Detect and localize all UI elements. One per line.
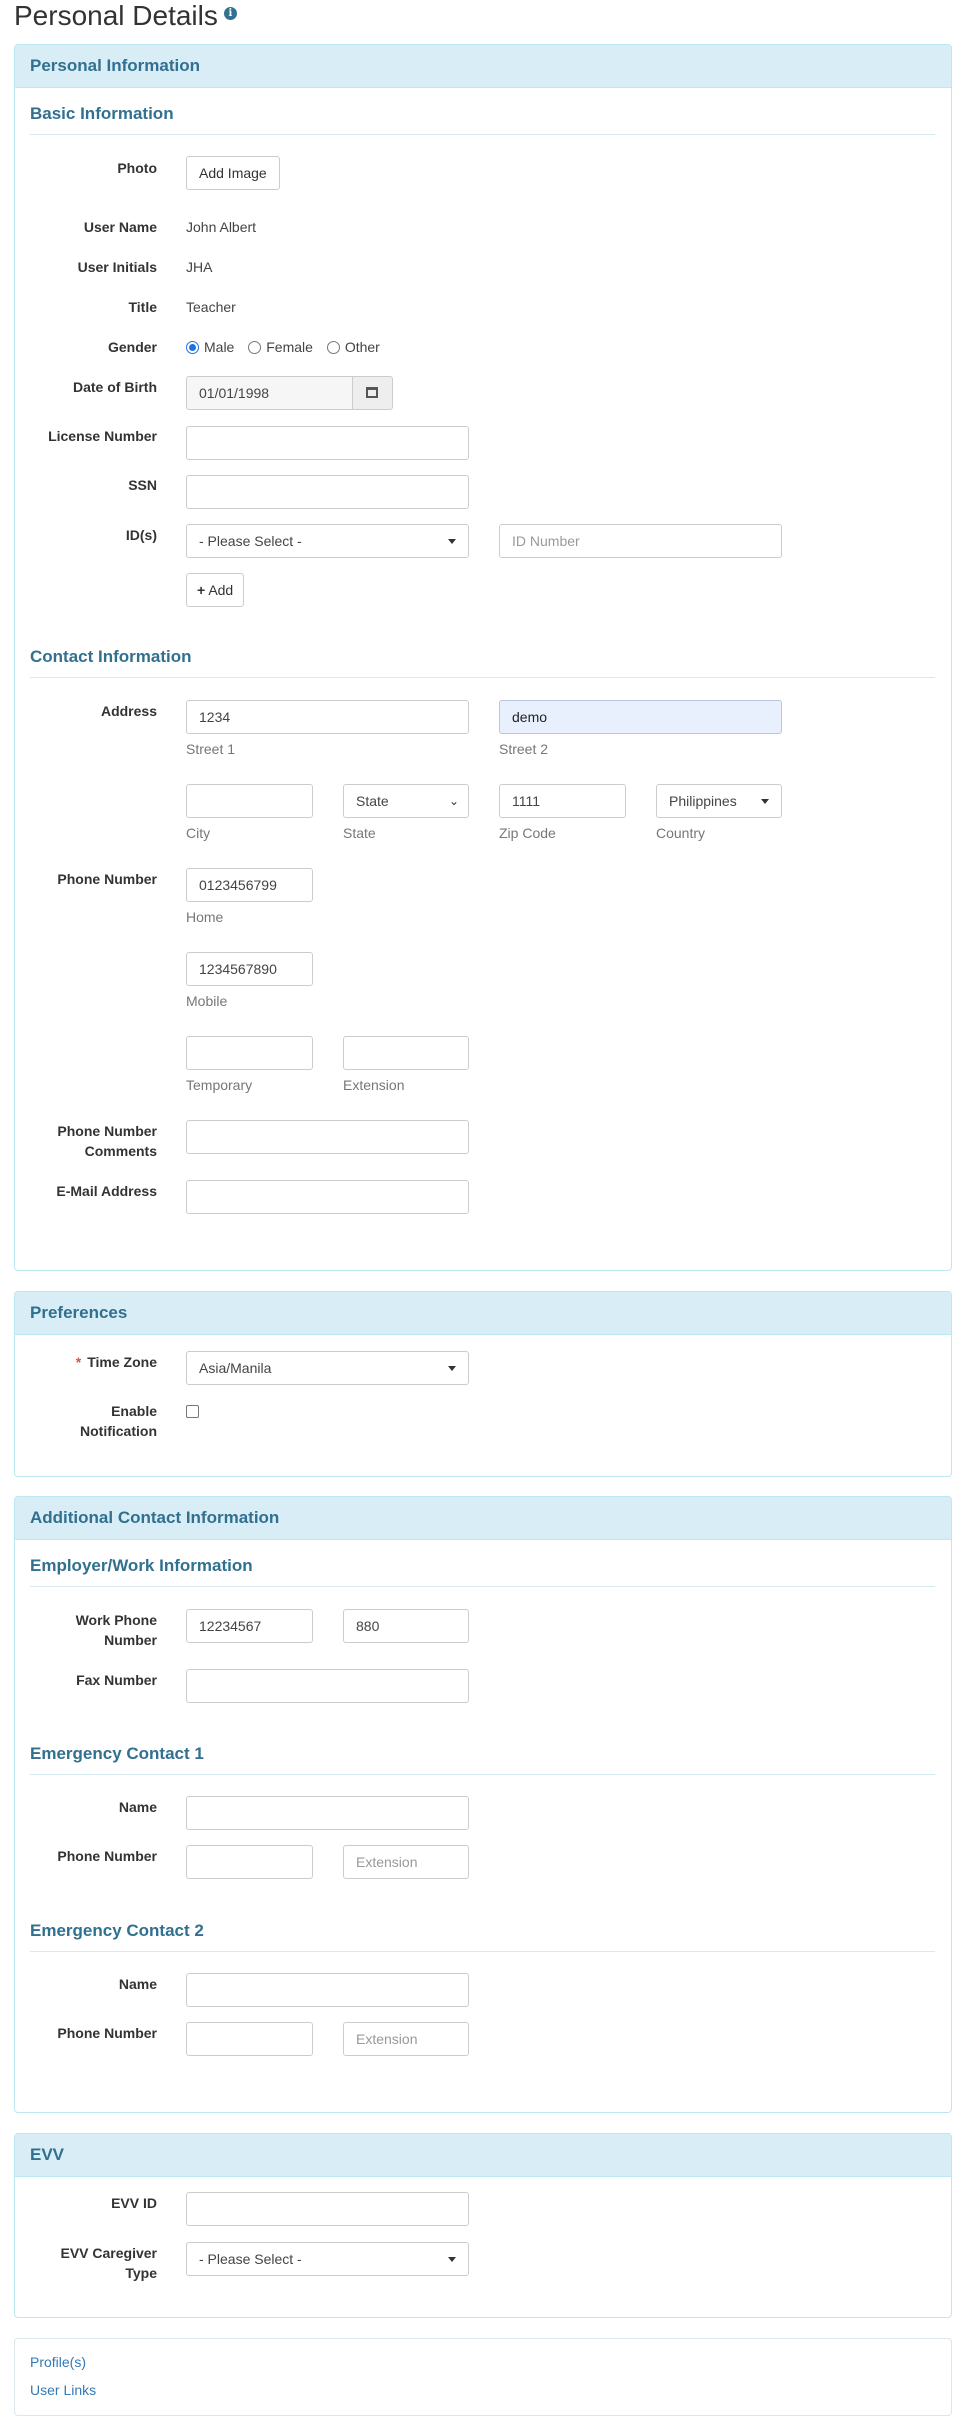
section-heading-employer-work-information: Employer/Work Information <box>30 1556 935 1587</box>
gender-option-label: Other <box>344 339 380 355</box>
home-phone-help: Home <box>186 909 224 925</box>
enable-notification-label-line2: Notification <box>80 1423 157 1439</box>
emergency-contact-1-extension-input[interactable]: Extension <box>343 1845 469 1879</box>
gender-label: Gender <box>107 339 157 355</box>
evv-caregiver-type-select-value: - Please Select - <box>199 2251 302 2267</box>
chevron-down-icon: ⌄ <box>448 794 459 808</box>
info-icon[interactable]: i <box>224 7 237 20</box>
city-input[interactable] <box>186 784 313 818</box>
radio-icon[interactable] <box>186 341 199 354</box>
time-zone-select-value: Asia/Manila <box>199 1360 272 1376</box>
country-select[interactable] <box>656 784 782 818</box>
street-2-input[interactable]: demo <box>499 700 782 734</box>
zip-code-help: Zip Code <box>499 825 556 841</box>
temporary-phone-input[interactable] <box>186 1036 313 1070</box>
emergency-contact-2-extension-input[interactable]: Extension <box>343 2022 469 2056</box>
time-zone-label-text: Time Zone <box>87 1354 157 1370</box>
evv-caregiver-type-select[interactable] <box>186 2242 469 2276</box>
gender-option-label: Male <box>204 339 235 355</box>
date-of-birth-input[interactable]: 01/01/1998 <box>186 376 353 410</box>
time-zone-select[interactable] <box>186 1351 469 1385</box>
panel-heading-personal-information: Personal Information <box>15 45 951 88</box>
preferences-panel <box>14 1291 952 1477</box>
mobile-phone-help: Mobile <box>186 993 228 1009</box>
extension-input[interactable] <box>343 1036 469 1070</box>
photo-label: Photo <box>117 160 157 176</box>
work-phone-number-label-line1: Work Phone <box>75 1612 157 1628</box>
zip-code-input[interactable]: 1111 <box>499 784 626 818</box>
temporary-phone-help: Temporary <box>186 1077 253 1093</box>
emergency-contact-2-name-input[interactable] <box>186 1973 469 2007</box>
section-heading-contact-information: Contact Information <box>30 647 935 678</box>
caret-down-icon <box>761 799 769 804</box>
evv-panel <box>14 2133 952 2318</box>
extension-help: Extension <box>343 1077 405 1093</box>
country-select-value: Philippines <box>669 793 737 809</box>
fax-number-input[interactable] <box>186 1669 469 1703</box>
phone-number-comments-label-line2: Comments <box>84 1143 157 1159</box>
license-number-label: License Number <box>48 428 157 444</box>
mobile-phone-input[interactable]: 1234567890 <box>186 952 313 986</box>
plus-icon: + <box>197 582 206 598</box>
personal-information-panel <box>14 44 952 1271</box>
evv-caregiver-type-label-line1: EVV Caregiver <box>60 2245 157 2261</box>
radio-icon[interactable] <box>248 341 261 354</box>
work-phone-number-label <box>15 1610 157 1650</box>
additional-contact-information-panel <box>14 1496 952 2113</box>
emergency-contact-1-name-input[interactable] <box>186 1796 469 1830</box>
links-panel <box>14 2338 952 2416</box>
work-phone-extension-input[interactable]: 880 <box>343 1609 469 1643</box>
license-number-input[interactable] <box>186 426 469 460</box>
email-address-input[interactable] <box>186 1180 469 1214</box>
street-2-help: Street 2 <box>499 741 549 757</box>
evv-id-label: EVV ID <box>111 2195 157 2211</box>
title-value: Teacher <box>186 299 236 315</box>
gender-option-other[interactable] <box>327 339 380 355</box>
emergency-contact-2-name-label: Name <box>118 1976 157 1992</box>
enable-notification-label <box>15 1401 157 1441</box>
radio-icon[interactable] <box>327 341 340 354</box>
state-help: State <box>343 825 376 841</box>
date-of-birth-label: Date of Birth <box>73 379 157 395</box>
phone-number-comments-input[interactable] <box>186 1120 469 1154</box>
id-type-select-value: - Please Select - <box>199 533 302 549</box>
address-label: Address <box>100 703 157 719</box>
panel-heading-preferences: Preferences <box>15 1292 951 1335</box>
emergency-contact-1-phone-label: Phone Number <box>57 1848 157 1864</box>
evv-caregiver-type-label <box>15 2243 157 2283</box>
state-select[interactable] <box>343 784 469 818</box>
add-id-button-label: Add <box>208 582 234 598</box>
calendar-icon <box>366 387 378 398</box>
evv-id-input[interactable] <box>186 2192 469 2226</box>
calendar-button[interactable] <box>353 376 393 410</box>
phone-number-label: Phone Number <box>57 871 157 887</box>
home-phone-input[interactable]: 0123456799 <box>186 868 313 902</box>
work-phone-input[interactable]: 12234567 <box>186 1609 313 1643</box>
work-phone-number-label-line2: Number <box>104 1632 157 1648</box>
gender-option-male[interactable] <box>186 339 234 355</box>
emergency-contact-2-phone-input[interactable] <box>186 2022 313 2056</box>
country-help: Country <box>656 825 706 841</box>
emergency-contact-1-phone-input[interactable] <box>186 1845 313 1879</box>
ssn-input[interactable] <box>186 475 469 509</box>
gender-radio-group <box>186 339 390 355</box>
ssn-label: SSN <box>128 477 157 493</box>
caret-down-icon <box>448 539 456 544</box>
section-heading-emergency-contact-1: Emergency Contact 1 <box>30 1744 935 1775</box>
section-heading-emergency-contact-2: Emergency Contact 2 <box>30 1921 935 1952</box>
email-address-label: E-Mail Address <box>56 1183 157 1199</box>
page-title <box>14 0 237 32</box>
user-name-value: John Albert <box>186 219 257 235</box>
enable-notification-checkbox[interactable] <box>186 1405 199 1418</box>
street-1-help: Street 1 <box>186 741 236 757</box>
evv-caregiver-type-label-line2: Type <box>125 2265 157 2281</box>
add-id-button[interactable] <box>186 573 244 607</box>
phone-number-comments-label <box>15 1121 157 1161</box>
gender-option-label: Female <box>266 339 313 355</box>
gender-option-female[interactable] <box>248 339 313 355</box>
city-help: City <box>186 825 211 841</box>
required-asterisk: * <box>75 1354 82 1370</box>
user-name-label: User Name <box>83 219 157 235</box>
user-initials-label: User Initials <box>77 259 157 275</box>
emergency-contact-1-name-label: Name <box>118 1799 157 1815</box>
section-heading-basic-information: Basic Information <box>30 104 935 135</box>
profiles-link[interactable]: Profile(s) <box>30 2354 87 2370</box>
caret-down-icon <box>448 2257 456 2262</box>
state-select-value: State <box>356 793 389 809</box>
ids-label: ID(s) <box>125 527 157 543</box>
emergency-contact-2-phone-label: Phone Number <box>57 2025 157 2041</box>
id-type-select[interactable] <box>186 524 469 558</box>
panel-heading-evv: EVV <box>15 2134 951 2177</box>
panel-heading-additional-contact-information: Additional Contact Information <box>15 1497 951 1540</box>
add-image-button[interactable]: Add Image <box>186 156 280 190</box>
phone-number-comments-label-line1: Phone Number <box>57 1123 157 1139</box>
user-initials-value: JHA <box>186 259 213 275</box>
page-title-text: Personal Details <box>14 0 218 31</box>
time-zone-label <box>15 1352 157 1372</box>
caret-down-icon <box>448 1366 456 1371</box>
title-label: Title <box>128 299 157 315</box>
id-number-input[interactable]: ID Number <box>499 524 782 558</box>
enable-notification-label-line1: Enable <box>111 1403 157 1419</box>
user-links-link[interactable]: User Links <box>30 2382 97 2398</box>
fax-number-label: Fax Number <box>76 1672 157 1688</box>
street-1-input[interactable]: 1234 <box>186 700 469 734</box>
